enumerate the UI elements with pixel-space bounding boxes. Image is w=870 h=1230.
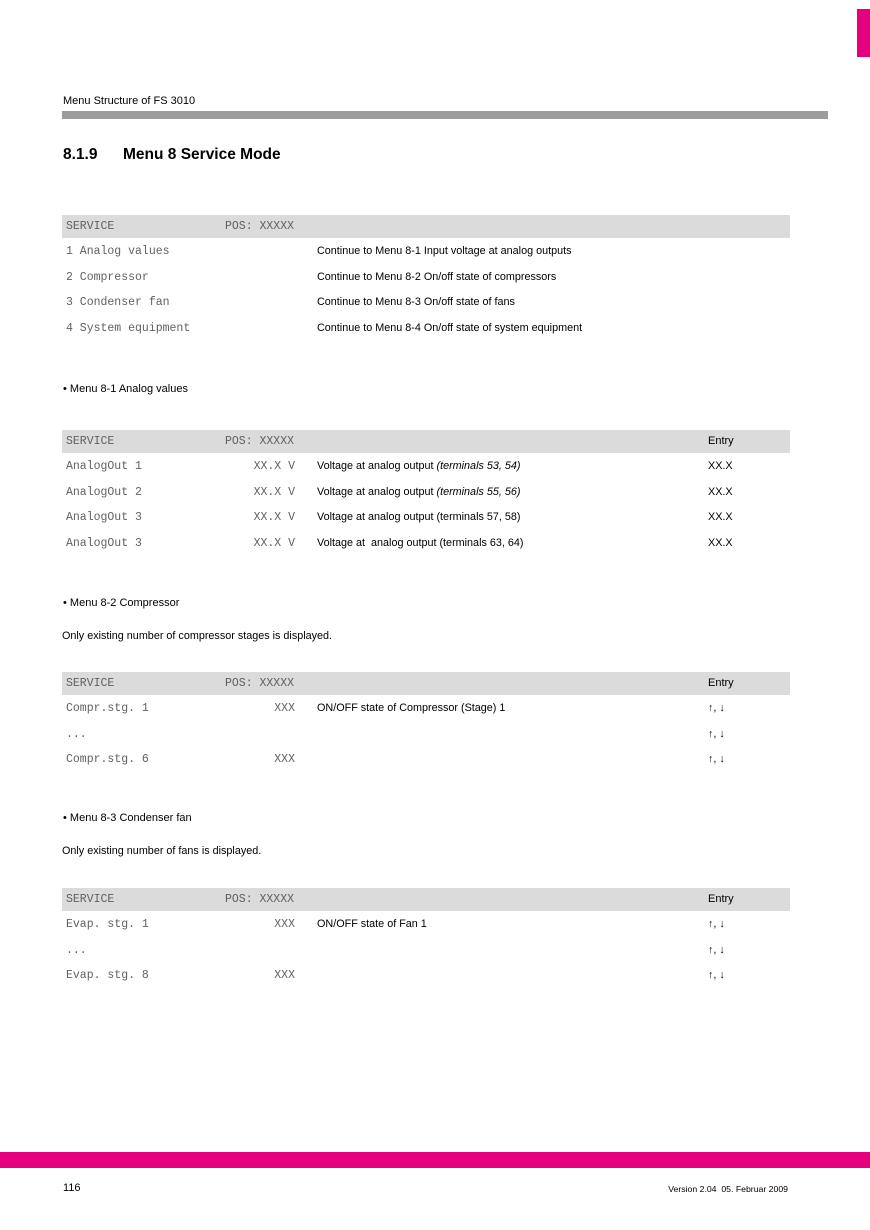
cell-service: Evap. stg. 8 [66,969,149,982]
table-row [62,271,790,297]
table-row [62,296,790,322]
cell-service: 4 System equipment [66,321,191,335]
cell-service: AnalogOut 2 [66,485,142,499]
cell-service: 1 Analog values [66,245,170,258]
table-row [62,486,790,512]
cell-pos-value: XXX [274,753,295,766]
cell-service: Evap. stg. 1 [66,918,149,931]
cell-entry: ↑, ↓ [708,918,725,930]
table-row [62,918,790,944]
cell-description: Continue to Menu 8-2 On/off state of compressors [317,270,557,283]
note-menu-8-3: Only existing number of fans is displayed. [62,845,262,857]
description-italic: (terminals 55, 56) [436,485,521,498]
footer-version-text: Version 2.04 05. Februar 2009 [668,1184,788,1194]
note-menu-8-2: Only existing number of compressor stages is displayed. [62,630,333,642]
col-header-pos: POS: XXXXX [225,220,295,233]
cell-entry: ↑, ↓ [708,702,725,714]
page-header-text: Menu Structure of FS 3010 [63,95,196,107]
table-row [62,322,790,348]
table-header [62,672,790,695]
table-row [62,537,790,563]
table-row [62,944,790,970]
table-row [62,753,790,779]
cell-description: ON/OFF state of Compressor (Stage) 1 [317,702,506,714]
cell-pos-value: XX.X V [253,460,295,473]
cell-description [317,486,520,498]
table-rows [62,911,790,995]
cell-service: AnalogOut 3 [66,511,142,524]
table-row [62,702,790,728]
cell-entry: ↑, ↓ [708,727,725,740]
table-row [62,245,790,271]
section-number: 8.1.9 [63,146,98,163]
cell-service: 3 Condenser fan [66,296,170,309]
section-title: Menu 8 Service Mode [123,146,281,163]
cell-service: AnalogOut 1 [66,460,142,473]
cell-entry: XX.X [708,460,733,472]
table-menu-8-2 [62,672,790,779]
cell-description: Continue to Menu 8-3 On/off state of fans [317,296,515,308]
cell-entry: XX.X [708,511,733,523]
cell-description: ON/OFF state of Fan 1 [317,918,427,930]
col-header-pos: POS: XXXXX [225,435,295,448]
cell-pos-value: XX.X V [253,485,295,499]
cell-pos-value: XXX [274,969,295,982]
cell-entry: ↑, ↓ [708,753,725,765]
table-menu-8-3 [62,888,790,995]
cell-service: Compr.stg. 6 [66,753,149,766]
col-header-pos: POS: XXXXX [225,677,295,690]
cell-description [317,511,520,523]
bullet-menu-8-2: • Menu 8-2 Compressor [63,597,179,609]
table-rows [62,695,790,779]
table-row [62,969,790,995]
cell-entry: XX.X [708,536,733,549]
description-text: Voltage at analog output [317,485,437,498]
col-header-service: SERVICE [66,435,115,448]
cell-entry: XX.X [708,485,733,498]
col-header-service: SERVICE [66,220,115,233]
description-text: Voltage at analog output [317,460,437,472]
cell-pos-value: XX.X V [253,536,295,550]
cell-pos-value: XXX [274,918,295,931]
cell-service: ... [66,943,87,957]
col-header-entry: Entry [708,893,734,905]
cell-description: Continue to Menu 8-4 On/off state of system equipment [317,321,583,334]
description-text: Voltage at analog output (terminals 63, 64) [317,536,524,549]
col-header-service: SERVICE [66,893,115,906]
cell-description [317,460,520,472]
bullet-menu-8-1: • Menu 8-1 Analog values [63,383,188,395]
table-header [62,888,790,911]
description-italic: (terminals 53, 54) [436,460,521,472]
cell-service: AnalogOut 3 [66,536,142,550]
table-row [62,728,790,754]
cell-description: Continue to Menu 8-1 Input voltage at analog outputs [317,245,572,257]
header-divider-bar [62,111,828,119]
col-header-service: SERVICE [66,677,115,690]
cell-entry: ↑, ↓ [708,943,725,956]
chapter-thumb-tab [857,9,870,57]
cell-pos-value: XXX [274,702,295,715]
table-header [62,430,790,453]
col-header-entry: Entry [708,677,734,689]
table-row [62,460,790,486]
section-heading [63,146,281,164]
col-header-pos: POS: XXXXX [225,893,295,906]
footer-accent-bar [0,1152,870,1168]
table-header [62,215,790,238]
cell-pos-value: XX.X V [253,511,295,524]
table-rows [62,238,790,347]
col-header-entry: Entry [708,435,734,447]
bullet-menu-8-3: • Menu 8-3 Condenser fan [63,812,192,824]
table-rows [62,453,790,562]
cell-description [317,537,523,549]
cell-service: 2 Compressor [66,270,149,284]
table-menu8-main [62,215,790,347]
cell-service: ... [66,727,87,741]
cell-entry: ↑, ↓ [708,969,725,981]
table-menu-8-1 [62,430,790,562]
table-row [62,511,790,537]
cell-service: Compr.stg. 1 [66,702,149,715]
page-number: 116 [63,1182,81,1194]
description-text: Voltage at analog output (terminals 57, 58) [317,511,521,523]
